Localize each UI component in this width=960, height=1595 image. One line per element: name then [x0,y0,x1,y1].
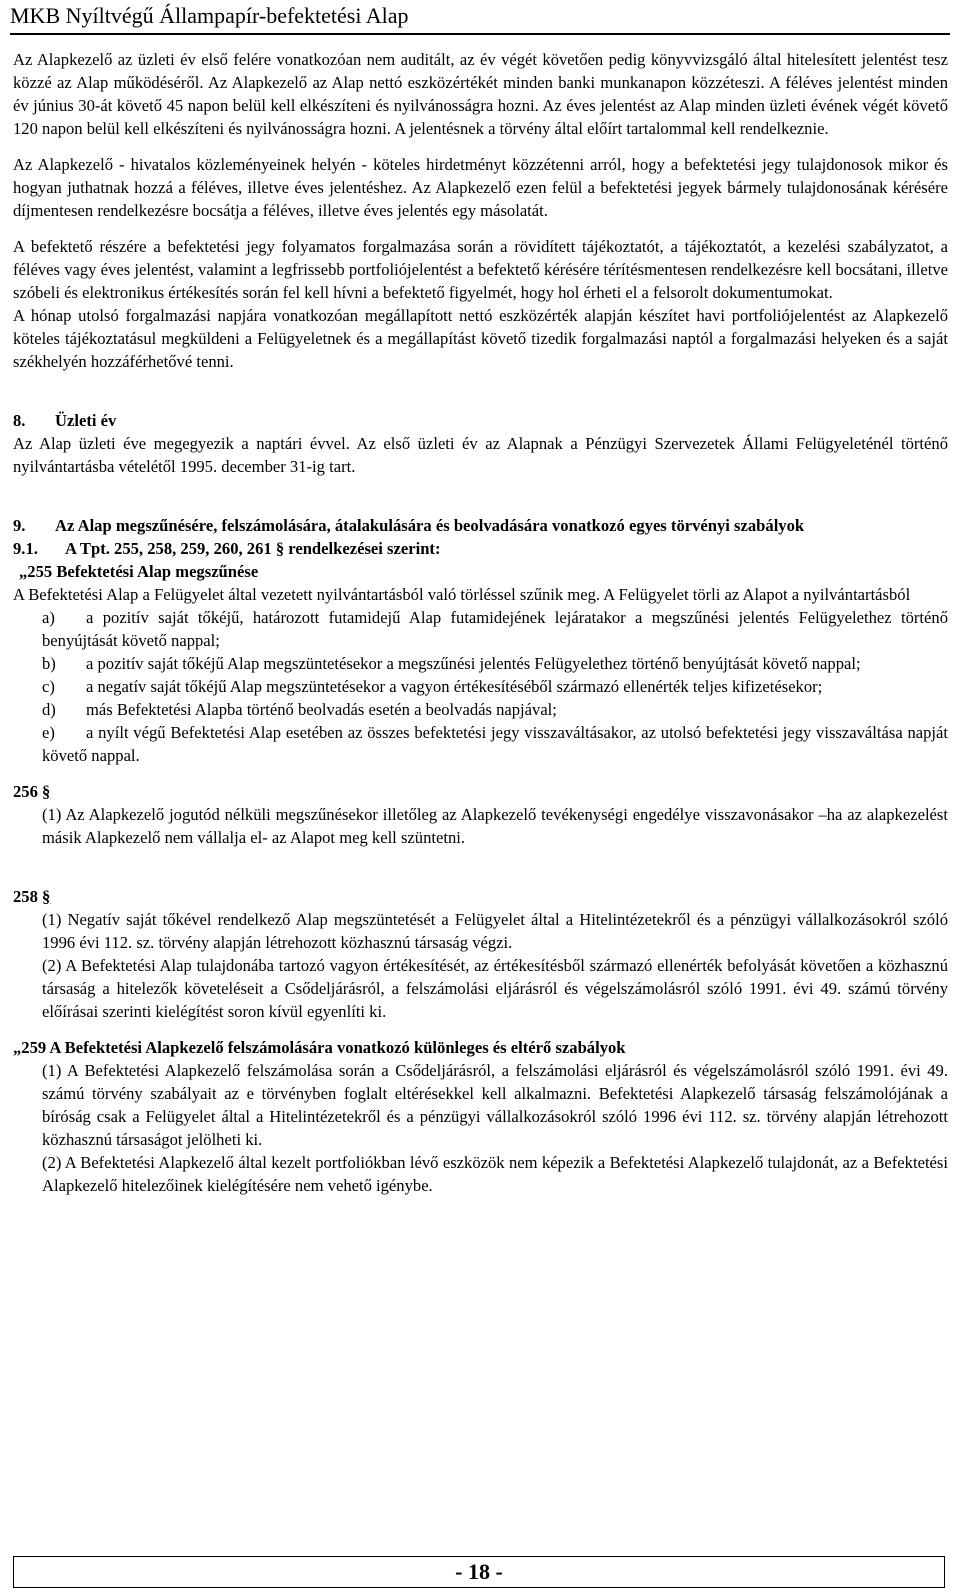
section-8-heading [13,409,948,432]
header-divider [10,33,950,35]
section-258-heading: 258 § [13,887,51,906]
section-258-paragraph-1: (1) Negatív saját tőkével rendelkező Alap megszüntetését a Felügyelet által a Hitelintézetekről és a pénzügyi vállalkozásokról szóló 1996 évi 112. sz. törvény alapján létrehozott közhasznú társaság végzi. [42,910,948,952]
section-255-heading: „255 Befektetési Alap megszűnése [19,562,259,581]
section-9-title: Az Alap megszűnésére, felszámolására, átalakulására és beolvadására vonatkozó egyes törvényi szabályok [55,516,805,535]
section-8-title: Üzleti év [55,411,117,430]
paragraph-portfolio-report: A hónap utolsó forgalmazási napjára vonatkozóan megállapított nettó eszközérték alapján készítet havi portfoliójelentést az Alapkezelő köteles tájékoztatásul megküldeni a Felügyeletnek és a megállapítást követő tizedik forgalmazási naptól a forgalmazási helyeken és a saját székhelyén hozzáférhetővé tenni. [13,306,948,371]
document-body [13,48,948,1197]
subsection-9-1-heading [13,537,948,560]
section-9-number: 9. [13,516,26,535]
subsection-9-1-number: 9.1. [13,539,38,558]
paragraph-announcements: Az Alapkezelő - hivatalos közleményeinek helyén - köteles hirdetményt közzétenni arról, hogy a befektetési jegy tulajdonosok mikor és hogyan juthatnak hozzá a féléves, illetve éves jelentéshez. Az Alapkezelő ezen felül a befektetési jegyek bármely tulajdonosának kérésére díjmentesen rendelkezésre bocsátja a féléves, illetve éves jelentés egy másolatát. [13,155,948,220]
subsection-9-1-title: A Tpt. 255, 258, 259, 260, 261 § rendelkezései szerint: [65,539,441,558]
section-256-paragraph-1: (1) Az Alapkezelő jogutód nélküli megszűnésekor illetőleg az Alapkezelő tevékenységi engedélye visszavonásakor –ha az alapkezelést másik Alapkezelő nem vállalja el- az Alapot meg kell szüntetni. [42,805,948,847]
list-item: d) más Befektetési Alapba történő beolvadás esetén a beolvadás napjával; [42,700,557,719]
list-item: e) a nyílt végű Befektetési Alap esetében az összes befektetési jegy visszaváltásakor, az utolsó befektetési jegy visszaváltása napját követő nappal. [42,723,948,765]
section-259-paragraph-2: (2) A Befektetési Alapkezelő által kezelt portfoliókban lévő eszközök nem képezik a Befektetési Alapkezelő tulajdonát, az a Befektetési Alapkezelő hitelezőinek kielégítésére nem vehető igénybe. [42,1153,948,1195]
document-title: MKB Nyíltvégű Állampapír-befektetési Alap [10,3,409,28]
section-8-number: 8. [13,411,26,430]
section-255-intro: A Befektetési Alap a Felügyelet által vezetett nyilvántartásból való törléssel szűnik meg. A Felügyelet törli az Alapot a nyilvántartásból [13,585,911,604]
section-9-heading [13,514,948,537]
section-258-paragraph-2: (2) A Befektetési Alap tulajdonába tartozó vagyon értékesítését, az értékesítésből származó ellenérték befolyását követően a közhasznú társaság a hitelezők követeléseit a Csődeljárásról, a felszámolási eljárásról és végelszámolásról szóló 1991. évi 49. számú törvény előírásai szerinti kielégítést soron kívül egyenlíti ki. [42,956,948,1021]
section-259-paragraph-1: (1) A Befektetési Alapkezelő felszámolása során a Csődeljárásról, a felszámolási eljárásról és végelszámolásról szóló 1991. évi 49. számú törvény szabályait az e törvényben foglalt eltérésekkel kell alkalmazni. Befektetési Alapkezelő társaság felszámolójának a bíróság csak a Felügyelet által a Hitelintézetekről és a pénzügyi vállalkozásokról szóló 1996 évi 112. sz. törvény alapján létrehozott közhasznú társaságot jelölheti ki. [42,1061,948,1149]
section-255-list [13,606,948,767]
paragraph-investor-documents: A befektető részére a befektetési jegy folyamatos forgalmazása során a rövidített tájékoztatót, a tájékoztatót, a kezelési szabályzatot, a féléves vagy éves jelentést, valamint a legfrissebb portfoliójelentést a befektető kérésére térítésmentesen rendelkezésre kell bocsátani, illetve szóbeli és elektronikus értékesítés során fel kell hívni a befektető figyelmét, hogy hol érheti el a felsorolt dokumentumokat. [13,237,948,302]
list-item: c) a negatív saját tőkéjű Alap megszüntetésekor a vagyon értékesítéséből származó ellenérték teljes kifizetésekor; [42,677,823,696]
list-item: b) a pozitív saját tőkéjű Alap megszüntetésekor a megszűnési jelentés Felügyelethez történő benyújtását követő nappal; [42,654,861,673]
paragraph-reports: Az Alapkezelő az üzleti év első felére vonatkozóan nem auditált, az év végét követően pedig könyvvizsgáló által hitelesített jelentést tesz közzé az Alap működéséről. Az Alapkezelő az Alap nettó eszközértékét minden banki munkanapon közzéteszi. A féléves jelentést minden év június 30-át követő 45 napon belül kell elkészíteni és nyilvánosságra hozni. Az éves jelentést az Alap minden üzleti évének végét követő 120 napon belül kell elkészíteni és nyilvánosságra hozni. A jelentésnek a törvény által előírt tartalommal kell rendelkeznie. [13,50,948,138]
section-256-heading: 256 § [13,782,51,801]
list-item: a) a pozitív saját tőkéjű, határozott futamidejű Alap futamidejének lejáratakor a megszűnési jelentés Felügyelethez történő benyújtását követő nappal; [42,608,948,650]
section-259-heading: „259 A Befektetési Alapkezelő felszámolására vonatkozó különleges és eltérő szabályok [13,1038,626,1057]
page-footer [13,1556,945,1588]
section-8-text: Az Alap üzleti éve megegyezik a naptári évvel. Az első üzleti év az Alapnak a Pénzügyi Szervezetek Állami Felügyeleténél történő nyilvántartásba vételétől 1995. december 31-ig tart. [13,434,948,476]
page-number: - 18 - [455,1559,503,1584]
page-header [0,0,960,36]
